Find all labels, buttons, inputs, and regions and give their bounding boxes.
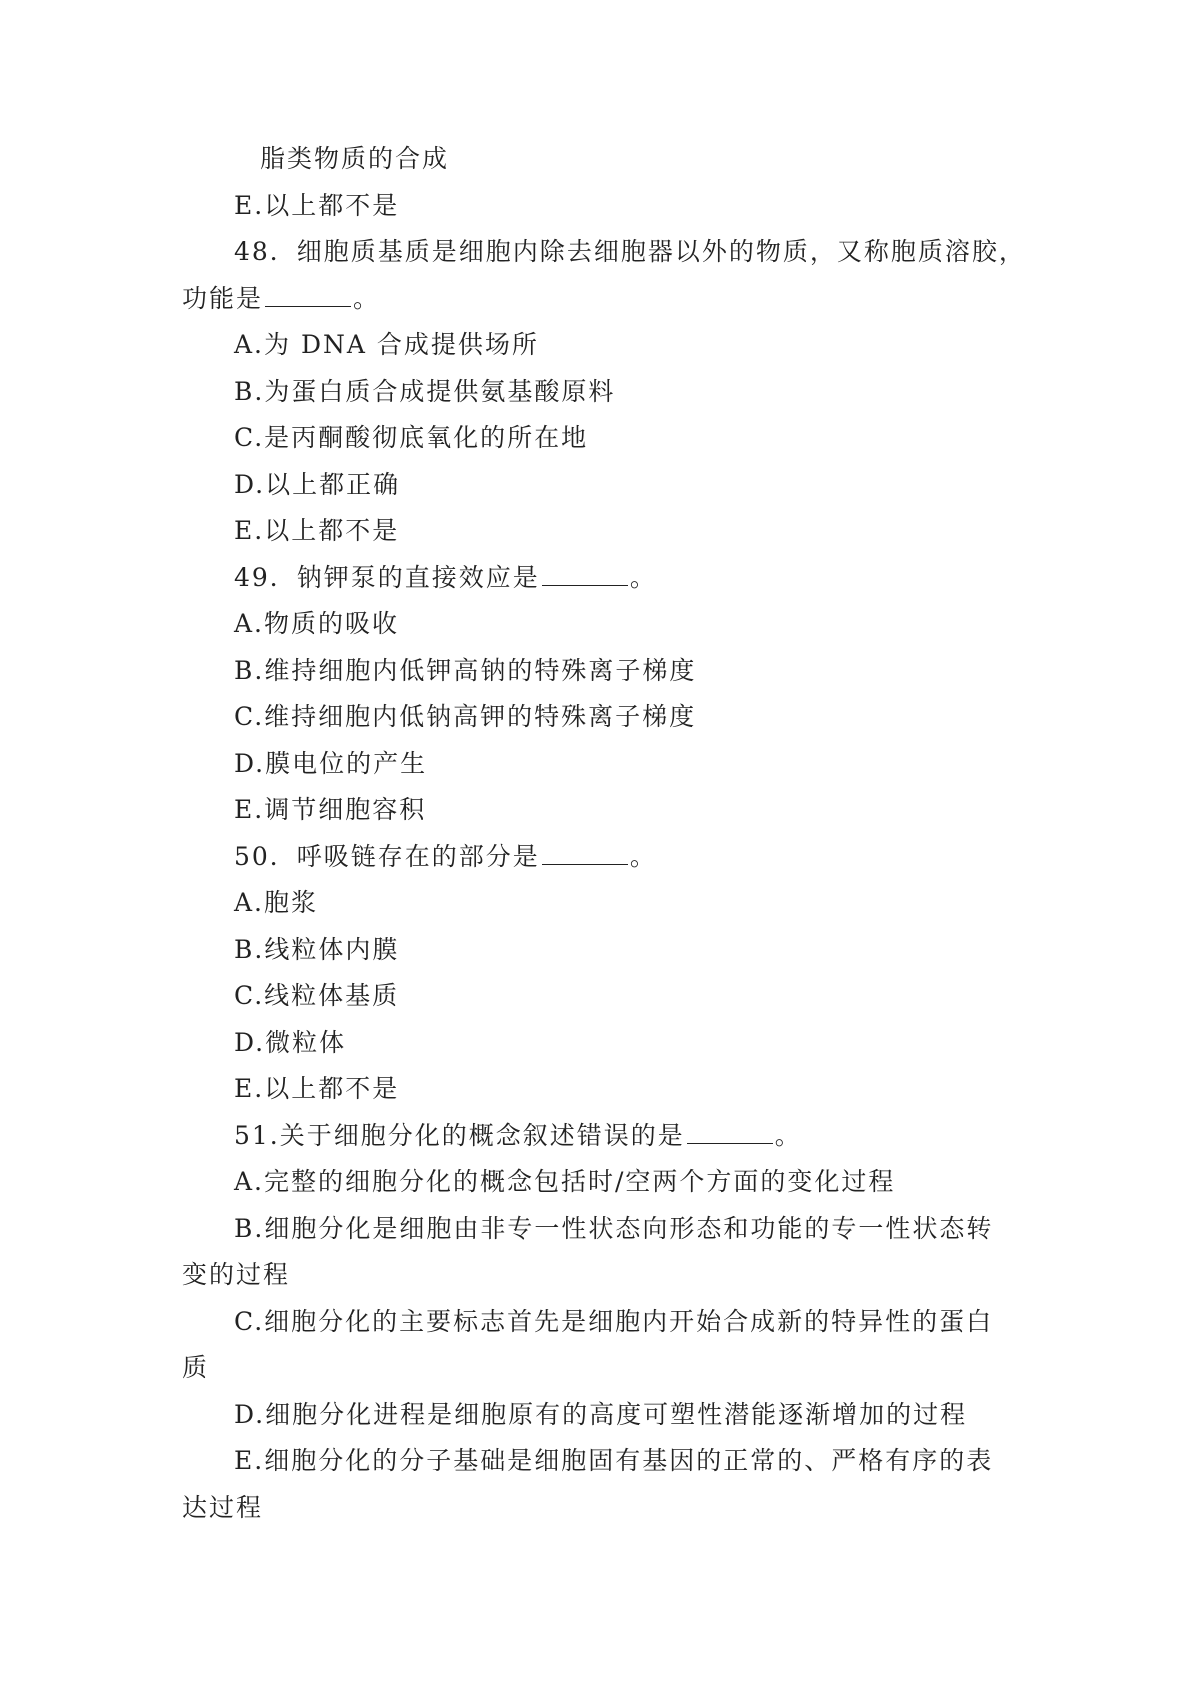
option-b: B.细胞分化是细胞由非专一性状态向形态和功能的专一性状态转 xyxy=(234,1213,994,1243)
question-48: 48．细胞质基质是细胞内除去细胞器以外的物质，又称胞质溶胶， xyxy=(234,237,1026,266)
answer-blank xyxy=(542,563,628,586)
option-e-cont: 达过程 xyxy=(182,1492,264,1522)
answer-blank xyxy=(687,1121,773,1144)
option-e: E.调节细胞容积 xyxy=(234,795,427,824)
option-e: E.以上都不是 xyxy=(234,516,400,545)
question-51: 51.关于细胞分化的概念叙述错误的是 。 xyxy=(234,1120,802,1150)
option-c: C.维持细胞内低钠高钾的特殊离子梯度 xyxy=(234,702,697,731)
option-a: A.为 DNA 合成提供场所 xyxy=(234,330,539,359)
option-a: A.完整的细胞分化的概念包括时/空两个方面的变化过程 xyxy=(234,1167,896,1196)
answer-blank xyxy=(542,842,628,865)
option-d: D.细胞分化进程是细胞原有的高度可塑性潜能逐渐增加的过程 xyxy=(234,1399,968,1429)
option-c: C.细胞分化的主要标志首先是细胞内开始合成新的特异性的蛋白 xyxy=(234,1306,994,1336)
answer-blank xyxy=(265,284,351,307)
option-b: B.为蛋白质合成提供氨基酸原料 xyxy=(234,376,616,406)
option-d: D.膜电位的产生 xyxy=(234,748,428,778)
option-b: B.维持细胞内低钾高钠的特殊离子梯度 xyxy=(234,655,697,685)
option-d: D.微粒体 xyxy=(234,1027,347,1057)
option-e: E.以上都不是 xyxy=(234,1074,400,1103)
document-body xyxy=(182,136,1032,1531)
option-a: A.物质的吸收 xyxy=(234,609,400,638)
option-b: B.线粒体内膜 xyxy=(234,934,400,964)
question-48-cont: 功能是 。 xyxy=(182,283,381,313)
option-b-cont: 变的过程 xyxy=(182,1260,291,1289)
option-c-cont: 质 xyxy=(182,1353,210,1382)
option-c: C.是丙酮酸彻底氧化的所在地 xyxy=(234,423,589,452)
option-e: E.细胞分化的分子基础是细胞固有基因的正常的、严格有序的表 xyxy=(234,1446,994,1475)
question-49: 49．钠钾泵的直接效应是 。 xyxy=(234,562,657,592)
option-e: E.以上都不是 xyxy=(234,190,400,220)
option-c: C.线粒体基质 xyxy=(234,981,400,1010)
option-d: D.以上都正确 xyxy=(234,469,401,499)
option-a: A.胞浆 xyxy=(234,888,319,917)
question-50: 50．呼吸链存在的部分是 。 xyxy=(234,841,657,871)
text-line: 脂类物质的合成 xyxy=(260,144,450,173)
